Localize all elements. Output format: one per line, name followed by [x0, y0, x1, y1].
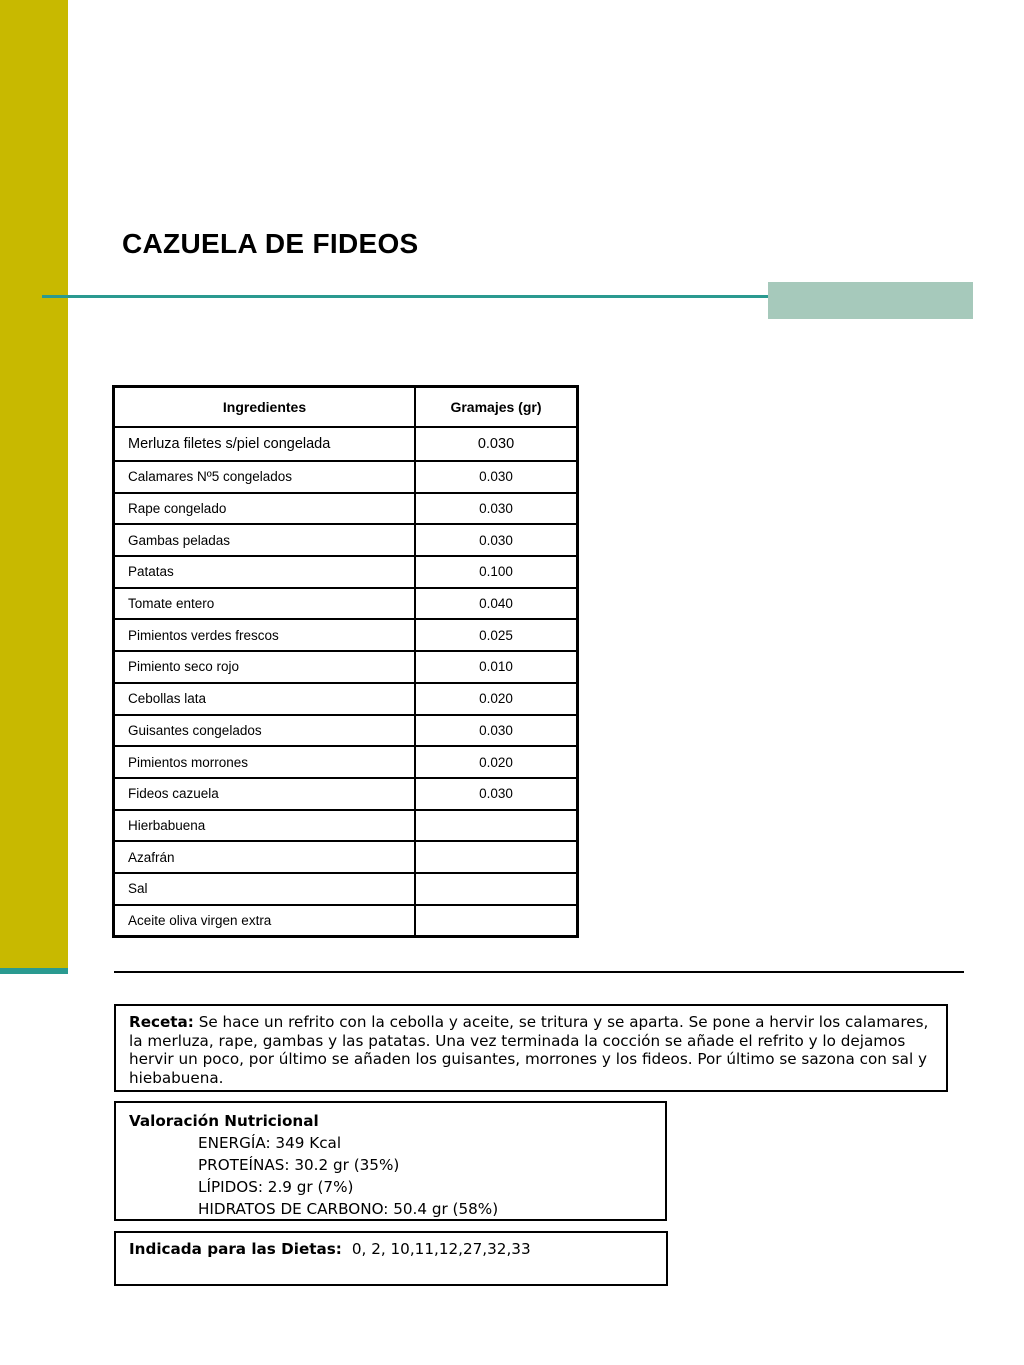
ingredient-name: Calamares Nº5 congelados [114, 461, 416, 493]
table-row [114, 841, 578, 873]
page-title: CAZUELA DE FIDEOS [122, 228, 419, 259]
recipe-box [114, 1004, 948, 1092]
header-ingredients: Ingredientes [114, 387, 416, 428]
table-row [114, 651, 578, 683]
ingredient-qty [415, 841, 578, 873]
table-row [114, 746, 578, 778]
ingredient-name: Merluza filetes s/piel congelada [114, 427, 416, 461]
table-row [114, 715, 578, 747]
table-header-row [114, 387, 578, 428]
nutrition-lipids: LÍPIDOS: 2.9 gr (7%) [198, 1178, 354, 1196]
table-row [114, 427, 578, 461]
nutrition-proteins: PROTEÍNAS: 30.2 gr (35%) [198, 1156, 400, 1174]
table-row [114, 873, 578, 905]
ingredient-qty: 0.020 [415, 746, 578, 778]
nutrition-carbs: HIDRATOS DE CARBONO: 50.4 gr (58%) [198, 1200, 499, 1218]
diets-box [114, 1231, 668, 1286]
table-row [114, 461, 578, 493]
ingredient-name: Fideos cazuela [114, 778, 416, 810]
side-accent-bar [0, 0, 68, 968]
recipe-text: Se hace un refrito con la cebolla y aceite, se tritura y se aparta. Se pone a hervir los calamares, la merluza, rape, gambas y las patatas. Una vez terminada la cocción se añade el refrito y lo dejamos hervir un poco, por último se añaden los guisantes, morrones y los fideos. Por último se sazona con sal y hiebabuena. [129, 1013, 929, 1087]
nutrition-heading: Valoración Nutricional [129, 1112, 319, 1130]
ingredient-name: Hierbabuena [114, 810, 416, 842]
table-row [114, 905, 578, 937]
nutrition-box [114, 1101, 667, 1221]
title-accent-block [768, 282, 973, 319]
table-row [114, 810, 578, 842]
header-grams: Gramajes (gr) [415, 387, 578, 428]
ingredient-qty: 0.030 [415, 493, 578, 525]
recipe-label: Receta: [129, 1013, 194, 1031]
ingredient-name: Rape congelado [114, 493, 416, 525]
ingredient-qty [415, 810, 578, 842]
ingredient-name: Azafrán [114, 841, 416, 873]
ingredient-qty: 0.020 [415, 683, 578, 715]
table-row [114, 493, 578, 525]
ingredient-name: Gambas peladas [114, 524, 416, 556]
ingredient-qty: 0.030 [415, 778, 578, 810]
table-row [114, 588, 578, 620]
ingredient-name: Pimientos verdes frescos [114, 619, 416, 651]
section-divider [114, 971, 964, 973]
table-row [114, 524, 578, 556]
ingredient-qty: 0.010 [415, 651, 578, 683]
ingredient-name: Pimiento seco rojo [114, 651, 416, 683]
ingredient-name: Pimientos morrones [114, 746, 416, 778]
table-row [114, 778, 578, 810]
ingredient-qty: 0.030 [415, 524, 578, 556]
ingredient-qty: 0.030 [415, 461, 578, 493]
nutrition-energy: ENERGÍA: 349 Kcal [198, 1134, 342, 1152]
ingredient-name: Patatas [114, 556, 416, 588]
side-accent-bar-foot [0, 968, 68, 974]
ingredient-qty: 0.030 [415, 427, 578, 461]
ingredient-name: Cebollas lata [114, 683, 416, 715]
ingredient-name: Guisantes congelados [114, 715, 416, 747]
table-row [114, 619, 578, 651]
ingredient-name: Sal [114, 873, 416, 905]
ingredient-name: Tomate entero [114, 588, 416, 620]
diets-value: 0, 2, 10,11,12,27,32,33 [351, 1240, 531, 1258]
ingredient-qty: 0.030 [415, 715, 578, 747]
ingredients-table [112, 385, 579, 938]
ingredient-qty: 0.100 [415, 556, 578, 588]
ingredient-name: Aceite oliva virgen extra [114, 905, 416, 937]
ingredient-qty: 0.040 [415, 588, 578, 620]
table-row [114, 683, 578, 715]
ingredient-qty: 0.025 [415, 619, 578, 651]
table-row [114, 556, 578, 588]
ingredient-qty [415, 873, 578, 905]
ingredient-qty [415, 905, 578, 937]
diets-label: Indicada para las Dietas: [129, 1240, 342, 1258]
